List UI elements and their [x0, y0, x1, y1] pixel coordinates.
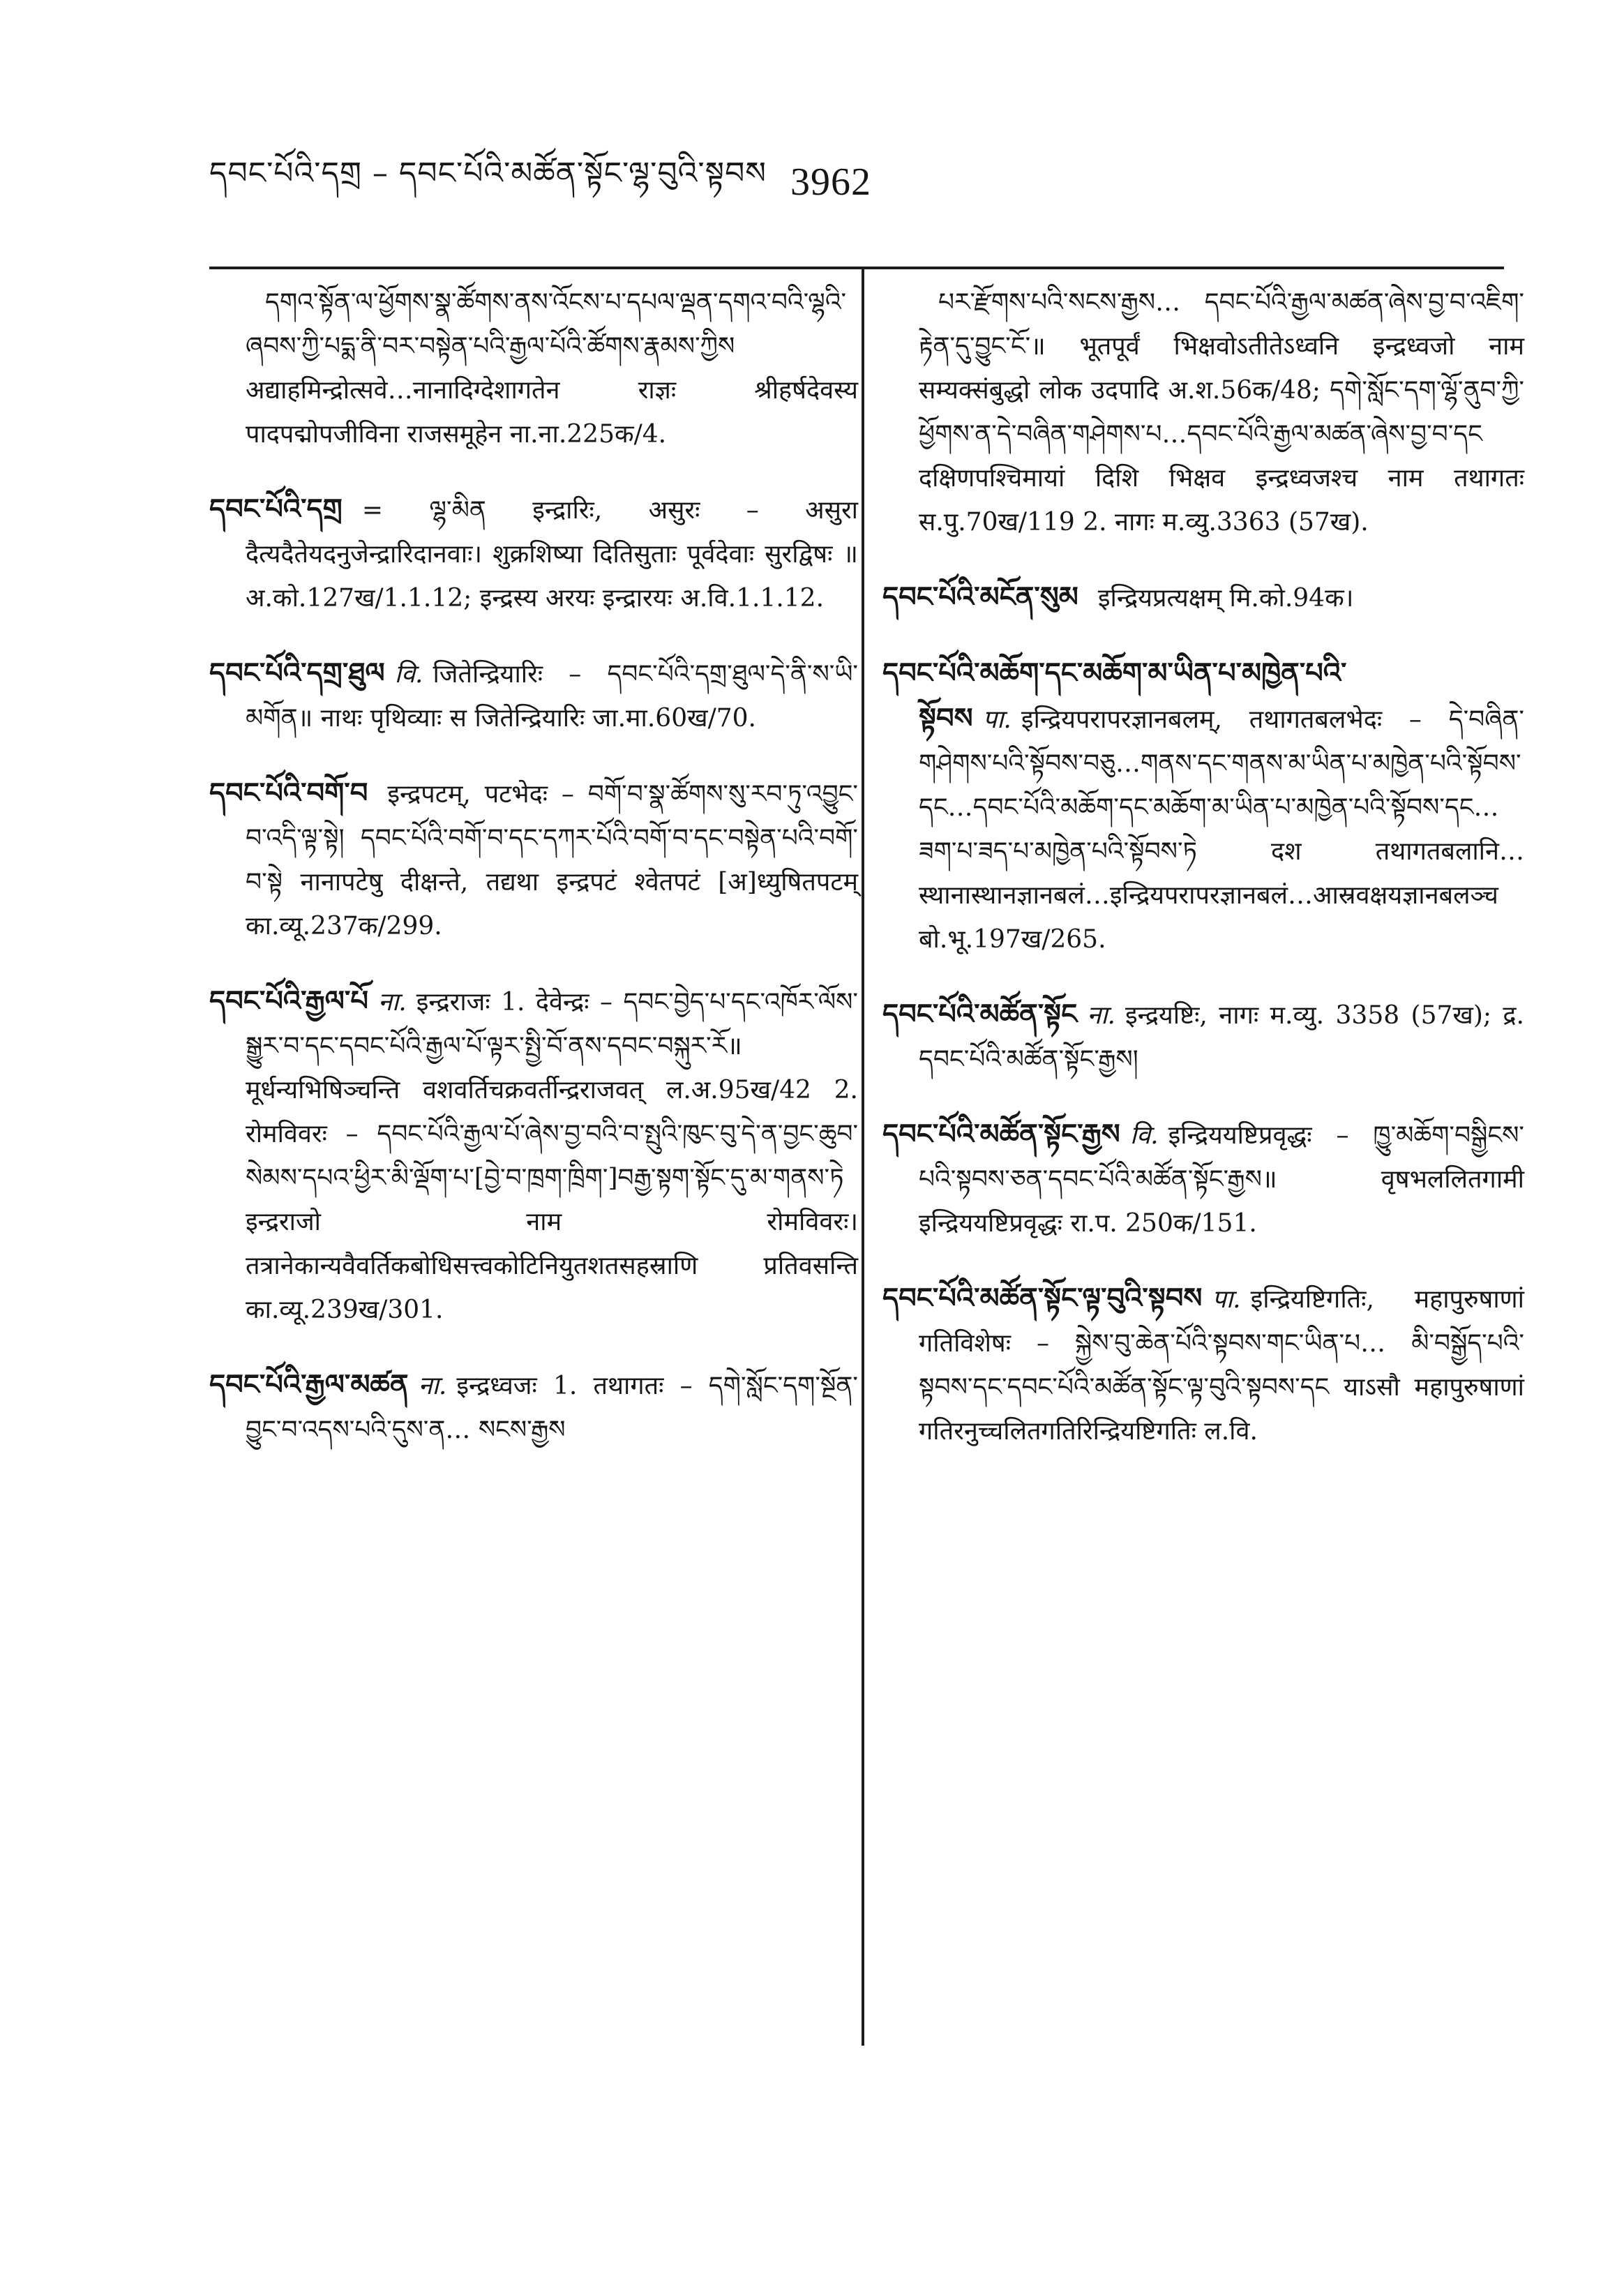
dictionary-entry: [209, 1363, 858, 1452]
entry-headword: དབང་པོའི་བགོ་བ: [209, 777, 368, 809]
entry-body: = ལྷ་མིན इन्द्रारिः, असुरः – असुरा दैत्यदैतेयदनुजेन्द्रारिदानवाः। शुक्रशिष्या दितिसुताः पूर्वदेवाः सुरद्विषः ॥ अ.को.127ख/1.1.12; इन्द्रस्य अरयः इन्द्रारयः अ.वि.1.1.12.: [246, 496, 858, 613]
entry-grammar: ना.: [377, 988, 407, 1017]
column-divider: [862, 267, 864, 2046]
entry-grammar: वि.: [394, 660, 423, 689]
dictionary-entry: [882, 992, 1524, 1081]
entry-body: इन्द्रियप्रत्यक्षम् मि.को.94क।: [1097, 584, 1354, 613]
right-column: [882, 279, 1524, 1484]
page-number: 3962: [790, 160, 871, 204]
dictionary-entry: [882, 279, 1524, 544]
dictionary-entry: [209, 279, 858, 456]
entry-headword: དབང་པོའི་མཚོན་སྟོང: [882, 998, 1078, 1031]
entry-headword: དབང་པོའི་མངོན་སུམ: [882, 580, 1078, 613]
entry-grammar: ना.: [418, 1372, 447, 1400]
header-rule: [209, 267, 1504, 269]
entry-headword: དབང་པོའི་དགྲ: [209, 493, 343, 525]
entry-headword: དབང་པོའི་རྒྱལ་མཚན: [209, 1368, 409, 1401]
dictionary-entry: [882, 651, 1524, 961]
entry-body: इन्द्रियष्टिगतिः, महापुरुषाणां गतिविशेषः – སྐྱེས་བུ་ཆེན་པོའི་སྟབས་གང་ཡིན་པ… མི་བསྒྱོད་པའི་སྟབས་དང་དབང་པོའི་མཚོན་སྟོང་ལྟ་བུའི་སྟབས་དང याऽसौ महापुरुषाणां गतिरनुच्चलितगतिरिन्द्रियष्टिगतिः ल.वि.: [919, 1285, 1524, 1446]
entry-grammar: पा.: [1212, 1285, 1241, 1314]
entry-headword: དབང་པོའི་མཚོན་སྟོང་ལྟ་བུའི་སྟབས: [882, 1282, 1203, 1314]
entry-body: जितेन्द्रियारिः – དབང་པོའི་དགྲ་ཐུལ་དེ་ནི་ས་ཡི་མགོན॥ नाथः पृथिव्याः स जितेन्द्रियारिः जा.मा.60ख/70.: [246, 660, 858, 733]
entry-headword: དབང་པོའི་རྒྱལ་པོ: [209, 984, 368, 1017]
entry-headword: དབང་པོའི་དགྲ་ཐུལ: [209, 657, 385, 689]
running-header-title: དབང་པོའི་དགྲ – དབང་པོའི་མཚོན་སྟོང་ལྷ་བུའི་སྟབས: [209, 156, 767, 191]
entry-body: इन्द्रराजः 1. देवेन्द्रः – དབང་བྱེད་པ་དང་འཁོར་ལོས་སྒྱུར་བ་དང་དབང་པོའི་རྒྱལ་པོ་ལྟར་སྤྱི་བོ་ནས་དབང་བསྐུར་རོ॥ मूर्धन्यभिषिञ्चन्ति वशवर्तिचक्रवर्तीन्द्रराजवत् ल.अ.95ख/42 2. रोमविवरः – དབང་པོའི་རྒྱལ་པོ་ཞེས་བྱ་བའི་བ་སྤུའི་ཁུང་བུ་དེ་ན་བྱང་ཆུབ་སེམས་དཔའ་ཕྱིར་མི་ལྡོག་པ་[བྱེ་བ་ཁྲག་ཁྲིག་]བརྒྱ་སྟག་སྟོང་དུ་མ་གནས་ཏེ इन्द्रराजो नाम रोमविवरः। तत्रानेकान्यवैवर्तिकबोधिसत्त्वकोटिनियुतशतसहस्राणि प्रतिवसन्ति का.व्यू.239ख/301.: [246, 988, 858, 1324]
entry-body: དགའ་སྟོན་ལ་ཕྱོགས་སྣ་ཚོགས་ནས་འོངས་པ་དཔལ་ལྡན་དགའ་བའི་ལྷའི་ཞབས་ཀྱི་པདྨ་ནི་བར་བསྟེན་པའི་རྒྱལ་པོའི་ཚོགས་རྣམས་ཀྱིས अद्याहमिन्द्रोत्सवे…नानादिग्देशागतेन राज्ञः श्रीहर्षदेवस्य पादपद्मोपजीविना राजसमूहेन ना.ना.225क/4.: [246, 288, 858, 449]
dictionary-entry: [209, 651, 858, 740]
dictionary-entry: [882, 1276, 1524, 1453]
entry-grammar: ना.: [1087, 1001, 1115, 1030]
entry-body: པར་རྫོགས་པའི་སངས་རྒྱས… དབང་པོའི་རྒྱལ་མཚན་ཞེས་བྱ་བ་འཇིག་རྟེན་དུ་བྱུང་ངོ༌॥ भूतपूर्वं भिक्षवोऽतीतेऽध्वनि इन्द्रध्वजो नाम सम्यक्संबुद्धो लोक उदपादि अ.श.56क/48; དགེ་སློང་དག་ལྷོ་ནུབ་ཀྱི་ཕྱོགས་ན་དེ་བཞིན་གཤེགས་པ…དབང་པོའི་རྒྱལ་མཚན་ཞེས་བྱ་བ་དང दक्षिणपश्चिमायां दिशि भिक्षव इन्द्रध्वजश्च नाम तथागतः स.पु.70ख/119 2. नागः म.व्यु.3363 (57ख).: [919, 288, 1524, 537]
entry-body: इन्द्रियपरापरज्ञानबलम्, तथागतबलभेदः – དེ་བཞིན་གཤེགས་པའི་སྟོབས་བཅུ…གནས་དང་གནས་མ་ཡིན་པ་མཁྱེན་པའི་སྟོབས་དང…དབང་པོའི་མཆོག་དང་མཆོག་མ་ཡིན་པ་མཁྱེན་པའི་སྟོབས་དང…ཟག་པ་ཟད་པ་མཁྱེན་པའི་སྟོབས་ཏེ दश तथागतबलानि…स्थानास्थानज्ञानबलं…इन्द्रियपरापरज्ञानबलं…आस्रवक्षयज्ञानबलञ्च बो.भू.197ख/265.: [919, 705, 1524, 954]
left-column: [209, 279, 858, 1483]
dictionary-entry: [209, 487, 858, 620]
entry-body: इन्द्रध्वजः 1. तथागतः – དགེ་སློང་དག་སྔོན་བྱུང་བ་འདས་པའི་དུས་ན… སངས་རྒྱས: [246, 1372, 858, 1444]
entry-body: इन्द्रिययष्टिप्रवृद्धः – ཁྱུ་མཆོག་བསྒྱིངས་པའི་སྟབས་ཅན་དབང་པོའི་མཚོན་སྟོང་རྒྱས॥ वृषभललितगामी इन्द्रिययष्टिप्रवृद्धः रा.प. 250क/151.: [919, 1121, 1524, 1238]
entry-headword: དབང་པོའི་མཚོན་སྟོང་རྒྱས: [882, 1118, 1120, 1151]
dictionary-entry: [882, 1112, 1524, 1245]
entry-body: इन्द्रपटम्, पटभेदः – བགོ་བ་སྣ་ཚོགས་སུ་རབ་ཏུ་འབྱུང་བ་འདི་ལྟ་སྟེ། དབང་པོའི་བགོ་བ་དང་དཀར་པོའི་བགོ་བ་དང་བསྟེན་པའི་བགོ་བ་སྟེ नानापटेषु दीक्षन्ते, तद्यथा इन्द्रपटं श्वेतपटं [अ]ध्युषितपटम् का.व्यू.237क/299.: [246, 780, 858, 941]
running-header: [209, 144, 1256, 220]
entry-body: इन्द्रयष्टिः, नागः म.व्यु. 3358 (57ख); द्र. དབང་པོའི་མཚོན་སྟོང་རྒྱས།: [919, 1001, 1524, 1074]
entry-grammar: वि.: [1129, 1121, 1159, 1150]
entry-grammar: पा.: [982, 705, 1012, 734]
entry-headword: དབང་པོའི་མཆོག་དང་མཆོག་མ་ཡིན་པ་མཁྱེན་པའི་སྟོབས: [882, 657, 1347, 735]
dictionary-entry: [209, 771, 858, 948]
dictionary-entry: [209, 979, 858, 1332]
dictionary-entry: [882, 575, 1524, 620]
